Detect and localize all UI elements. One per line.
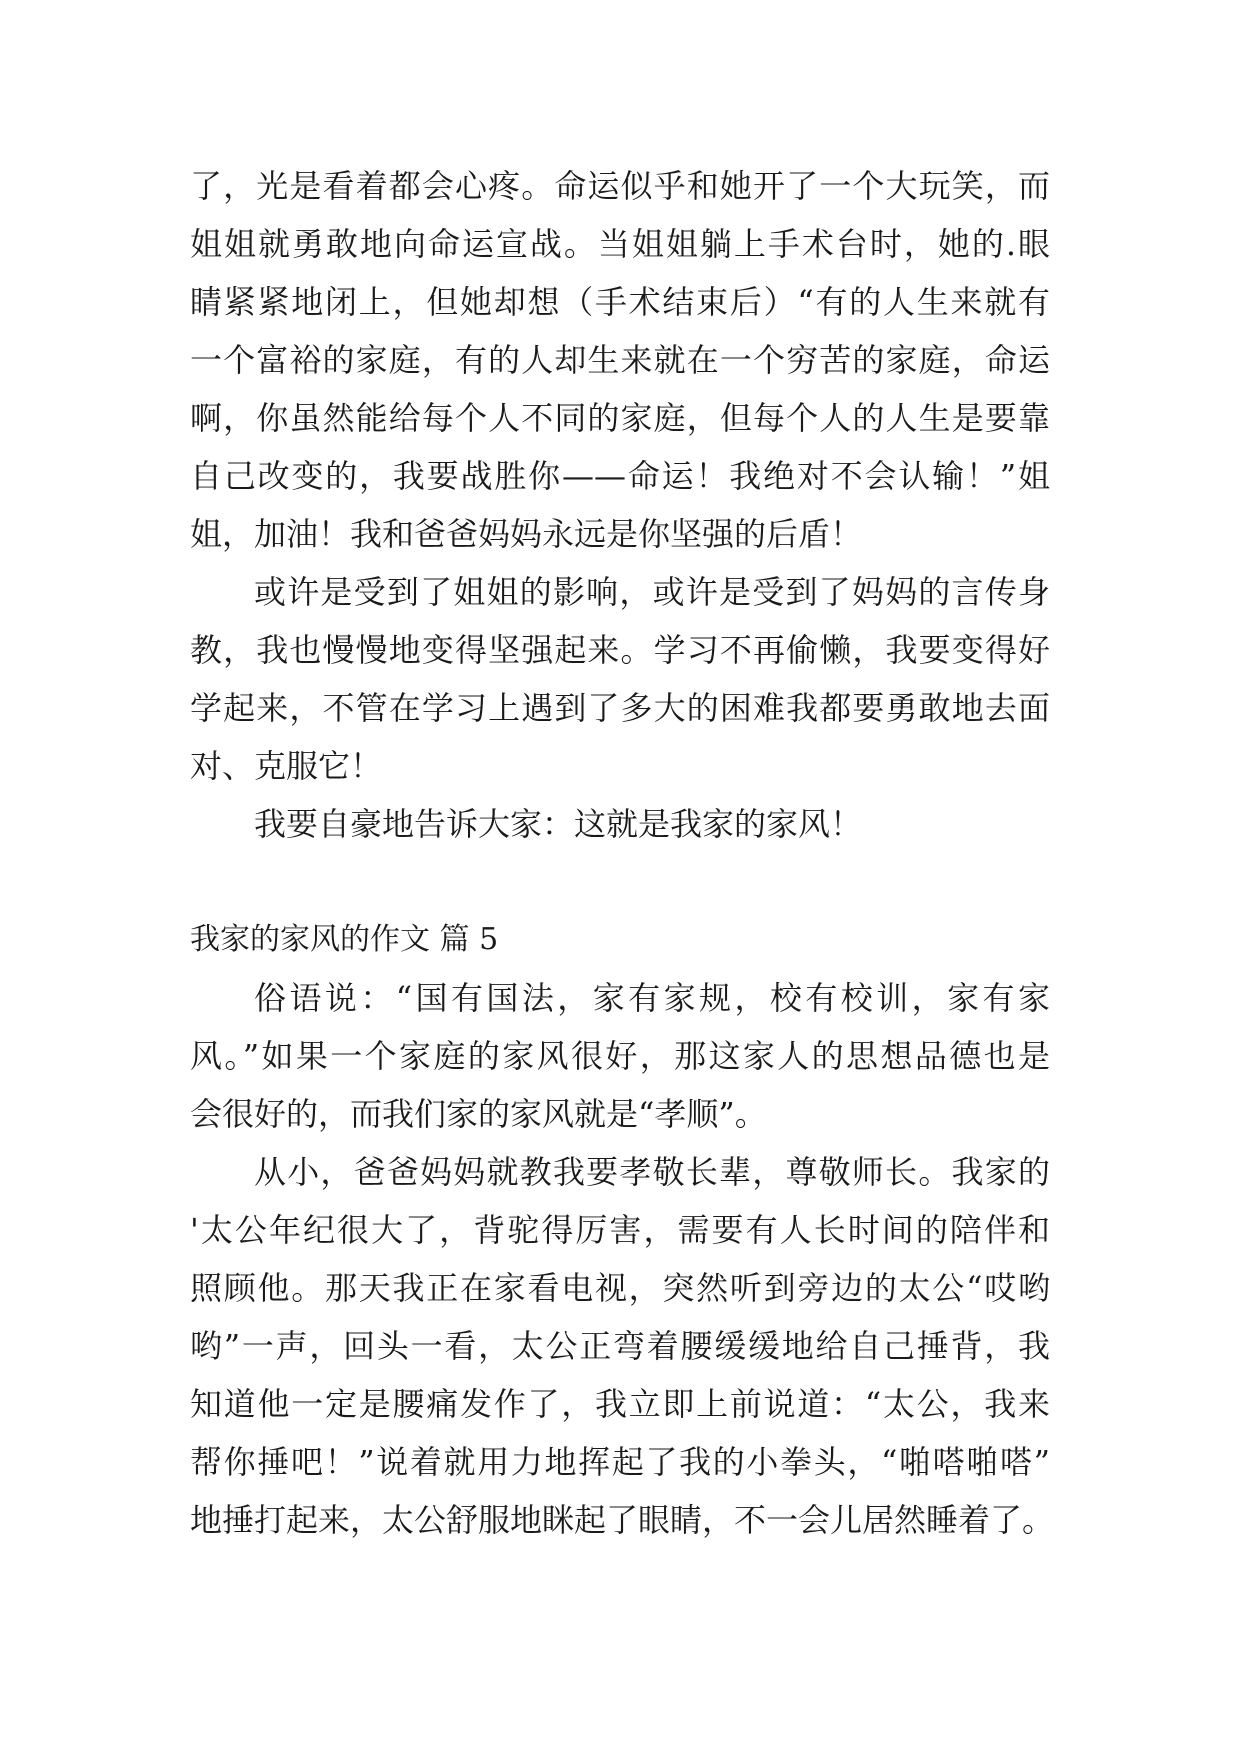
text-line: 地捶打起来，太公舒服地眯起了眼睛，不一会儿居然睡着了。 (190, 1501, 1055, 1539)
text-line: 了，光是看着都会心疼。命运似乎和她开了一个大玩笑，而 (190, 167, 1050, 205)
text-line: 睛紧紧地闭上，但她却想（手术结束后）“有的人生来就有 (190, 283, 1050, 321)
text-line: 学起来，不管在学习上遇到了多大的困难我都要勇敢地去面 (190, 689, 1050, 727)
text-line: 知道他一定是腰痛发作了，我立即上前说道：“太公，我来 (190, 1385, 1050, 1423)
text-line: '太公年纪很大了，背驼得厉害，需要有人长时间的陪伴和 (190, 1211, 1050, 1249)
text-line: 俗语说：“国有国法，家有家规，校有校训，家有家 (254, 979, 1050, 1017)
section-heading: 我家的家风的作文 篇 5 (190, 922, 499, 957)
text-line: 自己改变的，我要战胜你——命运！我绝对不会认输！”姐 (190, 457, 1050, 495)
text-line: 风。”如果一个家庭的家风很好，那这家人的思想品德也是 (190, 1037, 1050, 1075)
text-line: 教，我也慢慢地变得坚强起来。学习不再偷懒，我要变得好 (190, 631, 1050, 669)
text-line: 啊，你虽然能给每个人不同的家庭，但每个人的人生是要靠 (190, 399, 1050, 437)
text-line: 一个富裕的家庭，有的人却生来就在一个穷苦的家庭，命运 (190, 341, 1050, 379)
text-line: 哟”一声，回头一看，太公正弯着腰缓缓地给自己捶背，我 (190, 1327, 1050, 1365)
text-line: 姐，加油！我和爸爸妈妈永远是你坚强的后盾！ (190, 515, 863, 553)
text-line: 会很好的，而我们家的家风就是“孝顺”。 (190, 1095, 767, 1133)
text-line: 我要自豪地告诉大家：这就是我家的家风！ (254, 805, 863, 843)
text-line: 或许是受到了姐姐的影响，或许是受到了妈妈的言传身 (254, 573, 1050, 611)
text-line: 对、克服它！ (190, 747, 383, 785)
text-line: 照顾他。那天我正在家看电视，突然听到旁边的太公“哎哟 (190, 1269, 1050, 1307)
text-line: 帮你捶吧！”说着就用力地挥起了我的小拳头，“啪嗒啪嗒” (190, 1443, 1050, 1481)
text-line: 姐姐就勇敢地向命运宣战。当姐姐躺上手术台时，她的.眼 (190, 225, 1050, 263)
text-line: 从小，爸爸妈妈就教我要孝敬长辈，尊敬师长。我家的 (254, 1153, 1050, 1191)
